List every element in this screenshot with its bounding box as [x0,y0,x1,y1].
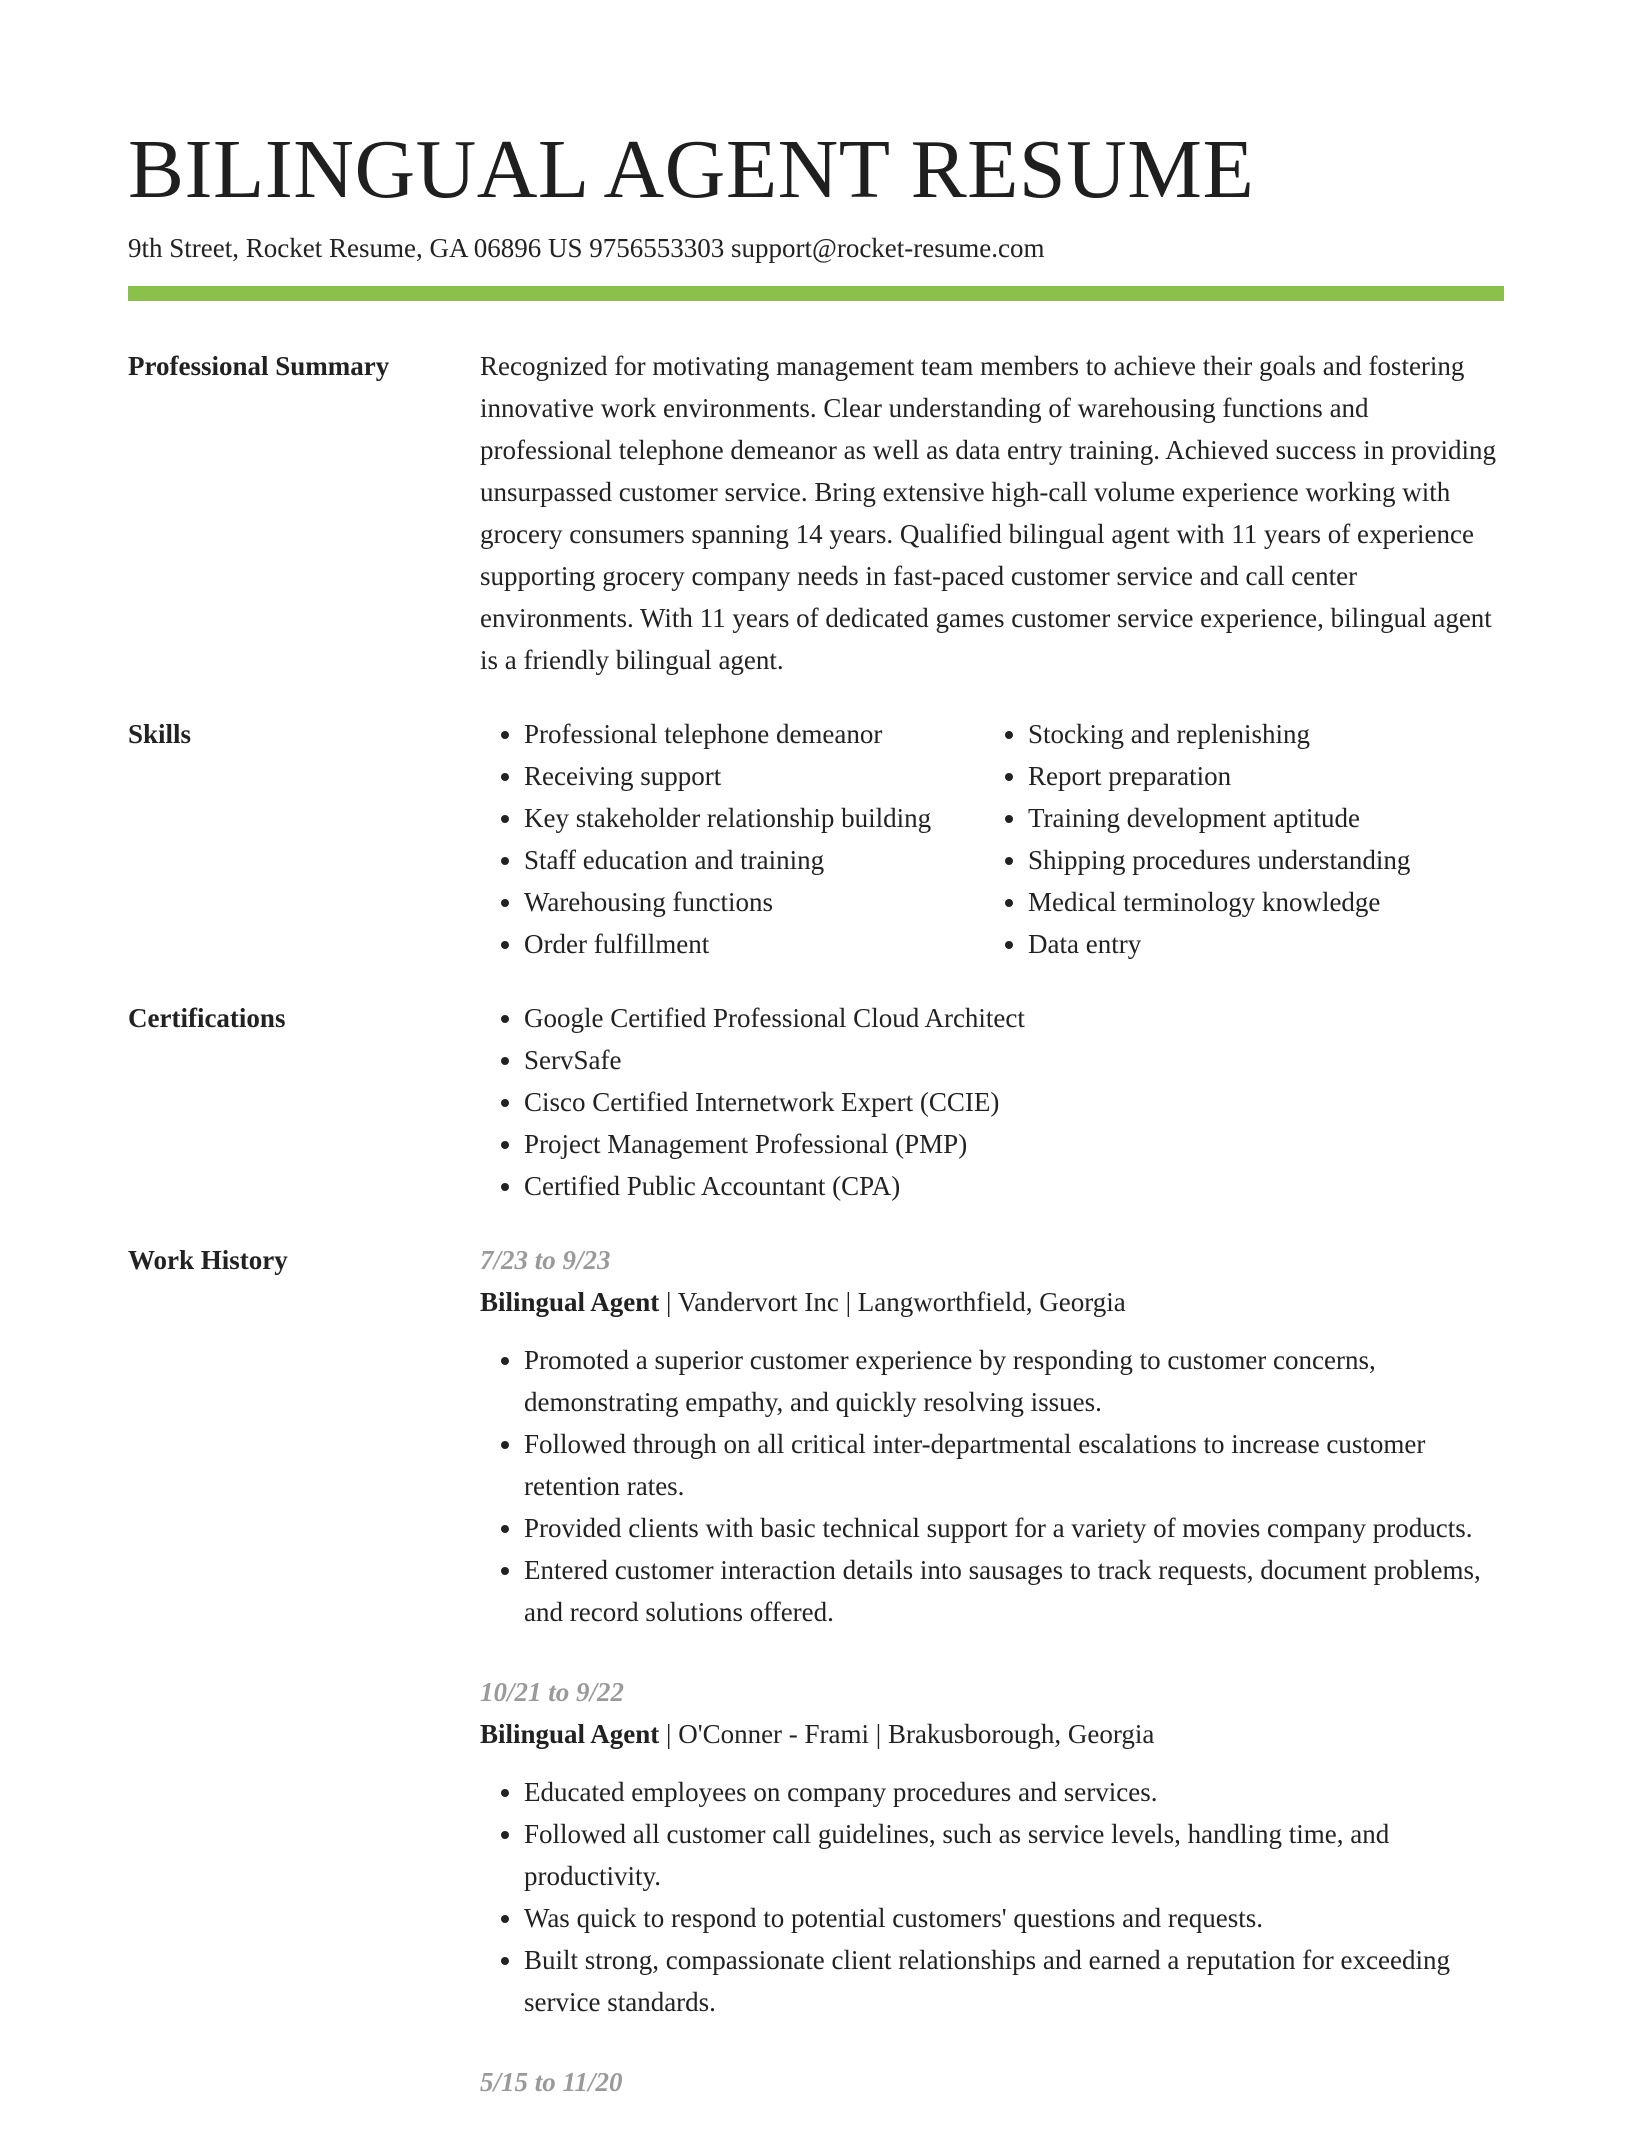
job-duty-item: • Followed all customer call guidelines, such as service levels, handling time, and productivity. [524,1813,1504,1897]
job-dates: 5/15 to 11/20 [480,2067,623,2097]
job-heading [480,1281,1504,1323]
skill-item: • Report preparation [1028,755,1504,797]
certification-item: • ServSafe [524,1039,1504,1081]
job-duties-list [480,1771,1504,2023]
job-duties-list [480,1339,1504,1633]
skills-heading: Skills [128,719,192,749]
job-title: Bilingual Agent [480,1287,660,1317]
certifications-body [480,997,1504,1207]
skill-item: • Receiving support [524,755,984,797]
summary-text: Recognized for motivating management team members to achieve their goals and fostering innovative work environments. Clear understanding of warehousing functions and professional telephone demeanor as well as data entry training. Achieved success in providing unsurpassed customer service. Bring extensive high-call volume experience working with grocery consumers spanning 14 years. Qualified bilingual agent with 11 years of experience supporting grocery company needs in fast-paced customer service and call center environments. With 11 years of dedicated games customer service experience, bilingual agent is a friendly bilingual agent. [480,351,1496,675]
contact-email: support@rocket-resume.com [730,233,1045,263]
skill-item: • Medical terminology knowledge [1028,881,1504,923]
skill-item: • Professional telephone demeanor [524,713,984,755]
job-duty-item: • Entered customer interaction details into sausages to track requests, document problems, and record solutions offered. [524,1549,1504,1633]
skills-list-left [480,713,984,965]
certification-item: • Project Management Professional (PMP) [524,1123,1504,1165]
job-company-location: | Vandervort Inc | Langworthfield, Georgia [659,1287,1126,1317]
skill-item: • Data entry [1028,923,1504,965]
skill-item: • Warehousing functions [524,881,984,923]
certifications-list [480,997,1504,1207]
job-title: Bilingual Agent [480,1719,660,1749]
job-heading [480,1713,1504,1755]
job-entry [480,1671,1504,2023]
contact-line [128,230,1045,266]
resume-title: BILINGUAL AGENT RESUME [128,123,1255,216]
job-duty-item: • Followed through on all critical inter-departmental escalations to increase customer retention rates. [524,1423,1504,1507]
skill-item: • Key stakeholder relationship building [524,797,984,839]
certifications-heading: Certifications [128,1003,286,1033]
summary-heading: Professional Summary [128,351,390,381]
contact-phone: 9756553303 [589,233,725,263]
skill-item: • Training development aptitude [1028,797,1504,839]
certification-item: • Certified Public Accountant (CPA) [524,1165,1504,1207]
job-dates: 10/21 to 9/22 [480,1677,625,1707]
job-duty-item: • Was quick to respond to potential customers' questions and requests. [524,1897,1504,1939]
skill-item: • Order fulfillment [524,923,984,965]
job-company-location: | O'Conner - Frami | Brakusborough, Georgia [659,1719,1155,1749]
contact-address: 9th Street, Rocket Resume, GA 06896 US [128,233,583,263]
job-duty-item: • Built strong, compassionate client relationships and earned a reputation for exceeding service standards. [524,1939,1504,2023]
job-duty-item: • Educated employees on company procedures and services. [524,1771,1504,1813]
job-duty-item: • Promoted a superior customer experience by responding to customer concerns, demonstrating empathy, and quickly resolving issues. [524,1339,1504,1423]
summary-body [480,345,1504,681]
skill-item: • Shipping procedures understanding [1028,839,1504,881]
job-duty-item: • Provided clients with basic technical support for a variety of movies company products. [524,1507,1504,1549]
work-history-body [480,1239,1504,2141]
job-entry [480,2061,1504,2103]
certification-item: • Cisco Certified Internetwork Expert (CCIE) [524,1081,1504,1123]
skills-list-right [984,713,1504,965]
certification-item: • Google Certified Professional Cloud Architect [524,997,1504,1039]
work-history-heading: Work History [128,1245,288,1275]
skill-item: • Stocking and replenishing [1028,713,1504,755]
skills-body [480,713,1504,965]
job-dates: 7/23 to 9/23 [480,1245,611,1275]
header-divider [128,286,1504,301]
skill-item: • Staff education and training [524,839,984,881]
job-entry [480,1239,1504,1633]
